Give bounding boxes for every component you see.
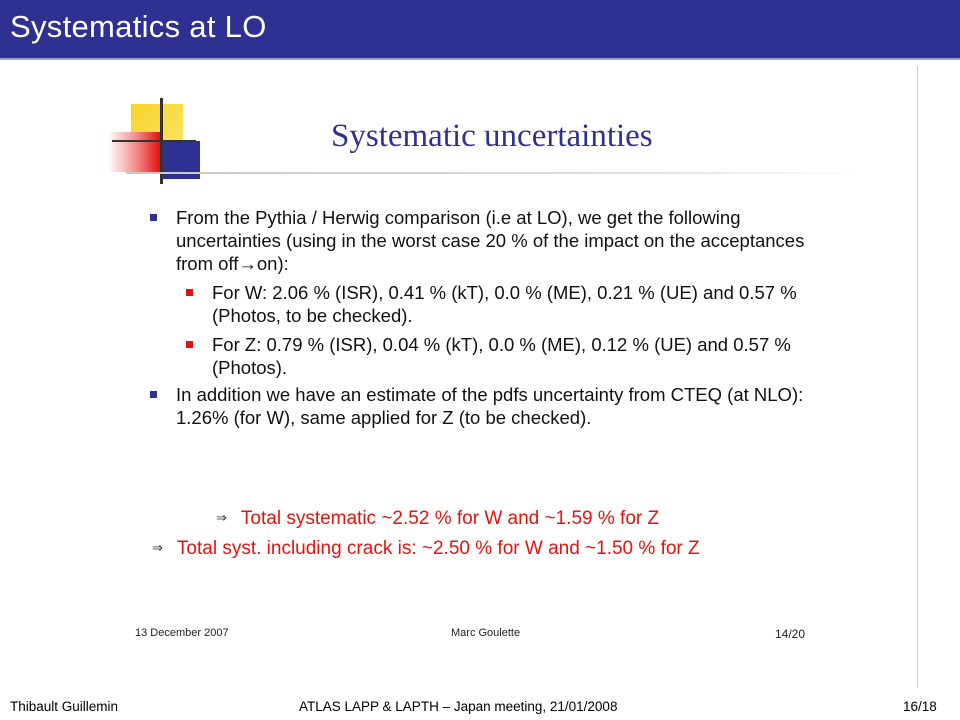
bullet-item	[148, 383, 838, 429]
sub-bullet-marker-icon	[186, 289, 193, 296]
red-square-decoration	[108, 132, 160, 172]
divider	[917, 66, 918, 688]
embedded-footer-author: Marc Goulette	[451, 627, 521, 639]
embedded-footer-date: 13 December 2007	[135, 627, 229, 639]
sub-bullet-marker-icon	[186, 341, 193, 348]
bullet-item	[148, 206, 838, 275]
footer-event: ATLAS LAPP & LAPTH – Japan meeting, 21/01/2008	[299, 699, 618, 714]
footer-page-number: 16/18	[903, 699, 937, 714]
implies-arrow-icon: ⇒	[152, 540, 163, 555]
bullet-text: In addition we have an estimate of the pdfs uncertainty from CTEQ (at NLO): 1.26% (for W), same applied for Z (to be checked).	[176, 384, 804, 428]
slide-title: Systematics at LO	[10, 9, 267, 44]
sub-bullet-text: For Z: 0.79 % (ISR), 0.04 % (kT), 0.0 % (ME), 0.12 % (UE) and 0.57 % (Photos).	[212, 334, 791, 378]
bullet-marker-icon	[150, 214, 157, 221]
sub-bullet-item	[148, 281, 838, 327]
bullet-list	[148, 206, 838, 432]
title-underline	[126, 172, 866, 174]
result-total-with-crack	[152, 538, 700, 560]
implies-arrow-icon: ⇒	[216, 510, 227, 525]
result-text: Total systematic ~2.52 % for W and ~1.59 % for Z	[240, 508, 660, 529]
embedded-footer-page: 14/20	[775, 627, 806, 641]
title-bar	[0, 0, 960, 60]
embedded-slide-title: Systematic uncertainties	[331, 118, 653, 154]
horizontal-rule-decoration	[112, 140, 196, 142]
bullet-marker-icon	[150, 391, 157, 398]
footer-author: Thibault Guillemin	[10, 699, 119, 714]
bullet-text: From the Pythia / Herwig comparison (i.e at LO), we get the following uncertainties (using in the worst case 20 % of the impact on the acceptances from off→on):	[176, 207, 805, 274]
sub-bullet-item	[148, 333, 838, 379]
embedded-slide-image	[98, 66, 918, 688]
result-total-systematic	[216, 508, 659, 530]
sub-bullet-text: For W: 2.06 % (ISR), 0.41 % (kT), 0.0 % (ME), 0.21 % (UE) and 0.57 % (Photos, to be checked).	[212, 282, 797, 326]
result-text: Total syst. including crack is: ~2.50 % for W and ~1.50 % for Z	[176, 538, 700, 559]
